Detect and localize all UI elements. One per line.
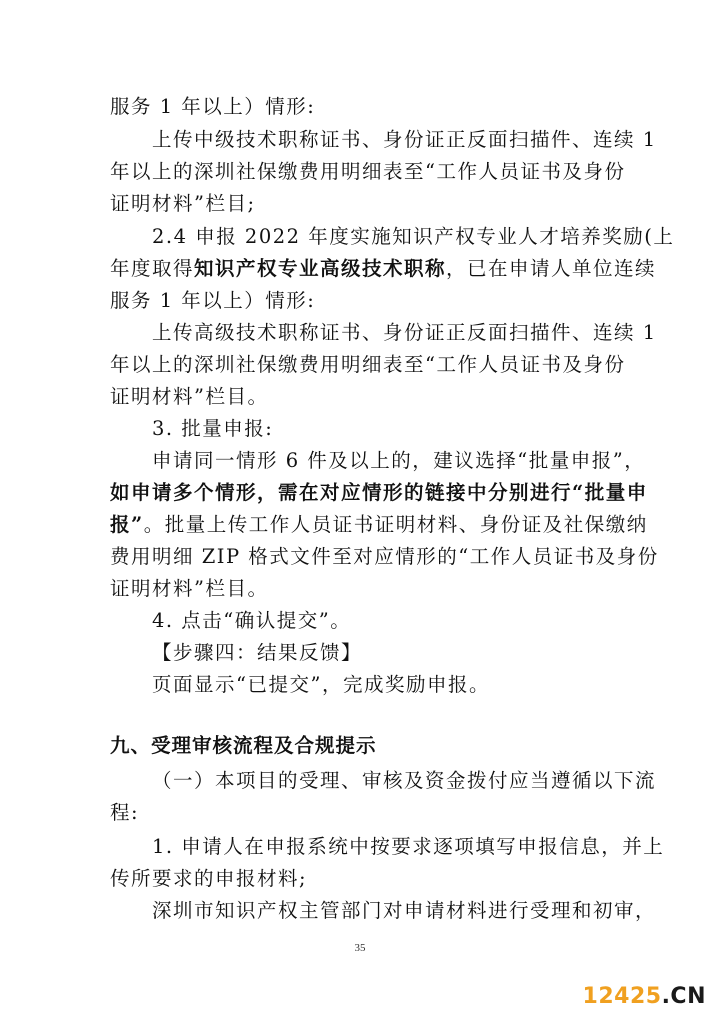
text-line: 深圳市知识产权主管部门对申请材料进行受理和初审，	[152, 899, 657, 922]
watermark-number: 12425	[582, 984, 662, 1009]
watermark-domain: .CN	[661, 984, 706, 1009]
text-span: ，已在申请人单位连续	[446, 257, 657, 280]
text-line: 证明材料”栏目。	[110, 577, 269, 600]
text-line-mixed	[110, 512, 648, 538]
bold-text-line: 如申请多个情形，需在对应情形的链接中分别进行“批量申	[110, 481, 648, 504]
text-span: 。批量上传工作人员证书证明材料、身份证及社保缴纳	[143, 513, 648, 536]
bold-text-span: 知识产权专业高级技术职称	[194, 257, 447, 280]
text-line: 页面显示“已提交”，完成奖励申报。	[152, 673, 490, 696]
text-line: 上传中级技术职称证书、身份证正反面扫描件、连续 1	[152, 128, 657, 151]
text-line: （一）本项目的受理、审核及资金拨付应当遵循以下流	[152, 769, 657, 792]
text-line: 4. 点击“确认提交”。	[152, 609, 352, 632]
text-line: 申请同一情形 6 件及以上的，建议选择“批量申报”，	[152, 449, 646, 472]
text-line: 年以上的深圳社保缴费用明细表至“工作人员证书及身份	[110, 353, 626, 376]
text-span: 年度取得	[110, 257, 195, 280]
site-watermark	[583, 984, 706, 1009]
text-line: 证明材料”栏目。	[110, 385, 269, 408]
text-line: 服务 1 年以上）情形:	[110, 95, 316, 118]
text-line: 3. 批量申报:	[152, 417, 274, 440]
bold-text-span: 报”	[110, 513, 144, 536]
text-line: 服务 1 年以上）情形:	[110, 289, 316, 312]
text-line: 上传高级技术职称证书、身份证正反面扫描件、连续 1	[152, 321, 657, 344]
page-number: 35	[354, 942, 366, 954]
text-line: 费用明细 ZIP 格式文件至对应情形的“工作人员证书及身份	[110, 545, 659, 568]
text-line: 程:	[110, 801, 140, 824]
text-line-mixed	[110, 256, 656, 282]
text-line: 传所要求的申报材料;	[110, 867, 308, 890]
text-line: 证明材料”栏目;	[110, 192, 256, 215]
text-line: 年以上的深圳社保缴费用明细表至“工作人员证书及身份	[110, 160, 626, 183]
step-heading: 【步骤四：结果反馈】	[152, 641, 363, 664]
section-heading: 九、受理审核流程及合规提示	[110, 734, 377, 757]
text-line: 2.4 申报 2022 年度实施知识产权专业人才培养奖励(上	[152, 225, 675, 248]
text-line: 1. 申请人在申报系统中按要求逐项填写申报信息，并上	[152, 835, 665, 858]
